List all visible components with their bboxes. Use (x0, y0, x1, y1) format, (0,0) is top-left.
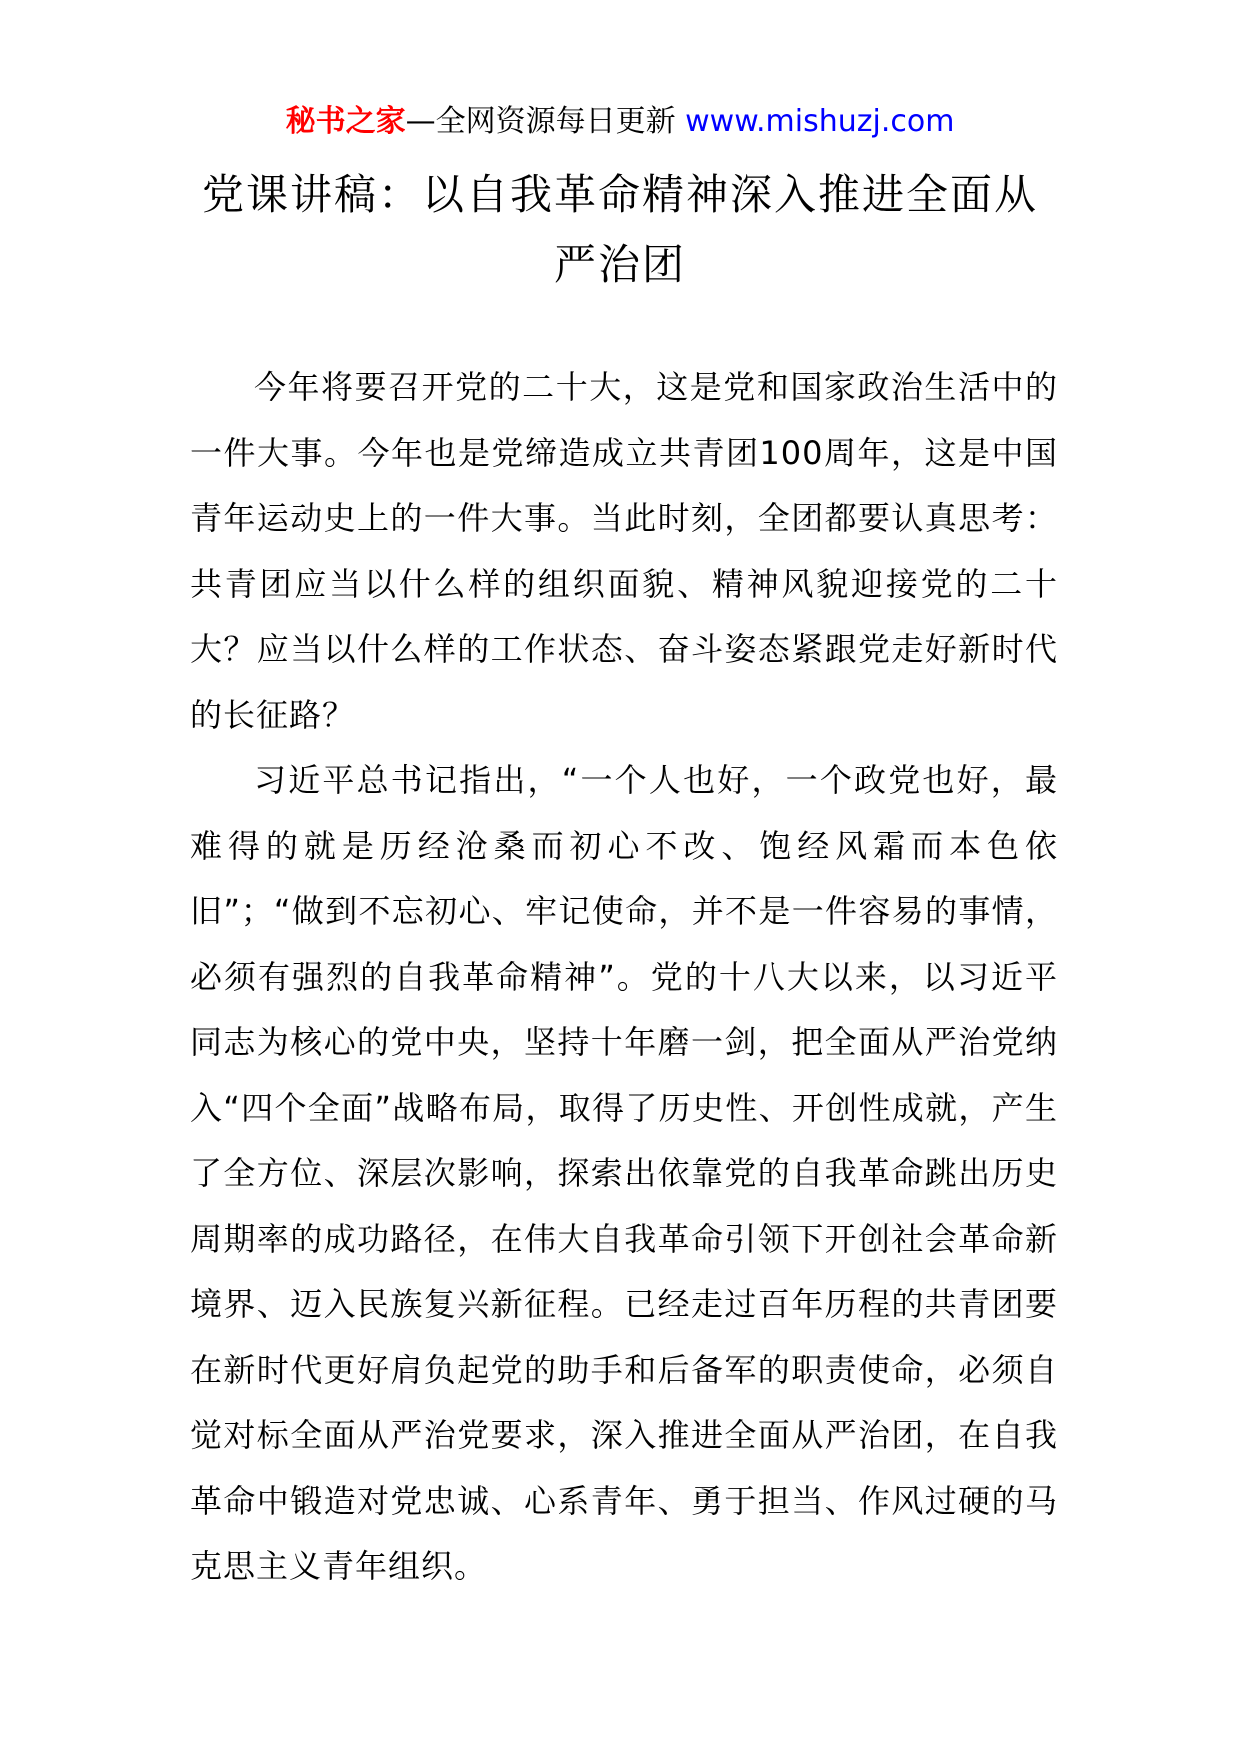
document-body (190, 355, 1058, 1600)
document-title: 党课讲稿：以自我革命精神深入推进全面从严治团 (201, 170, 1038, 289)
site-header (0, 100, 1240, 144)
header-slogan: —全网资源每日更新 (405, 104, 676, 139)
paragraph-2: 习近平总书记指出，“一个人也好，一个政党也好，最难得的就是历经沧桑而初心不改、饱经风霜而本色依旧”；“做到不忘初心、牢记使命，并不是一件容易的事情，必须有强烈的自我革命精神”。党的十八大以来，以习近平同志为核心的党中央，坚持十年磨一剑，把全面从严治党纳入“四个全面”战略布局，取得了历史性、开创性成就，产生了全方位、深层次影响，探索出依靠党的自我革命跳出历史周期率的成功路径，在伟大自我革命引领下开创社会革命新境界、迈入民族复兴新征程。已经走过百年历程的共青团要在新时代更好肩负起党的助手和后备军的职责使命，必须自觉对标全面从严治党要求，深入推进全面从严治团，在自我革命中锻造对党忠诚、心系青年、勇于担当、作风过硬的马克思主义青年组织。 (190, 761, 1058, 1585)
brand-name: 秘书之家 (285, 104, 406, 139)
site-url-link[interactable]: www.mishuzj.com (685, 104, 955, 139)
paragraph-1: 今年将要召开党的二十大，这是党和国家政治生活中的一件大事。今年也是党缔造成立共青团100周年，这是中国青年运动史上的一件大事。当此时刻，全团都要认真思考：共青团应当以什么样的组织面貌、精神风貌迎接党的二十大？应当以什么样的工作状态、奋斗姿态紧跟党走好新时代的长征路？ (190, 368, 1058, 734)
